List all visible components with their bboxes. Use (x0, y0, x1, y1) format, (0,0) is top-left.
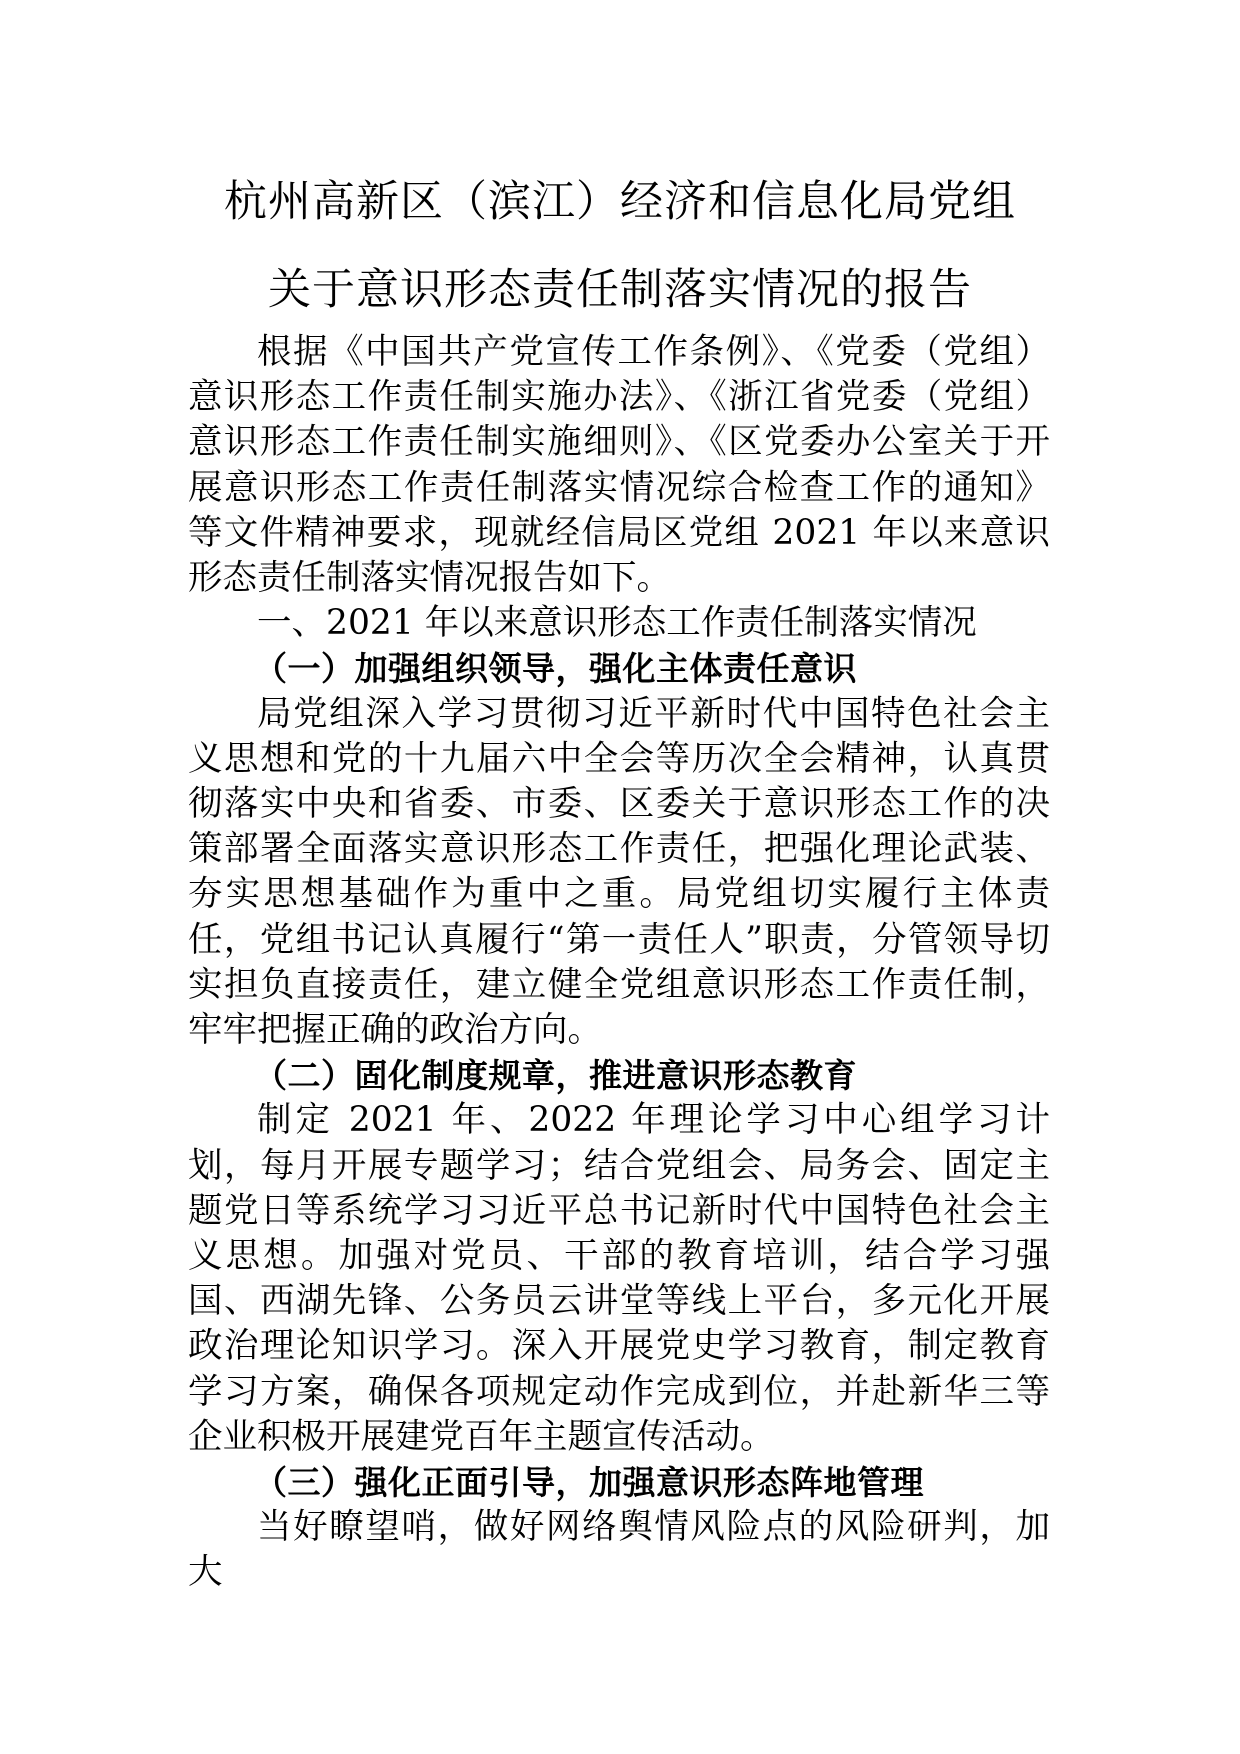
document-title-line-1: 杭州高新区（滨江）经济和信息化局党组 (224, 177, 1016, 227)
subsection-3-paragraph: 当好瞭望哨，做好网络舆情风险点的风险研判，加大 (188, 1507, 1050, 1593)
subsection-1-heading: （一）加强组织领导，强化主体责任意识 (254, 649, 857, 689)
subsection-2-paragraph: 制定 2021 年、2022 年理论学习中心组学习计划，每月开展专题学习；结合党组会、局务会、固定主题党日等系统学习习近平总书记新时代中国特色社会主义思想。加强对党员、干部的教育培训，结合学习强国、西湖先锋、公务员云讲堂等线上平台，多元化开展政治理论知识学习。深入开展党史学习教育，制定教育学习方案，确保各项规定动作完成到位，并赴新华三等企业积极开展建党百年主题宣传活动。 (188, 1100, 1050, 1457)
document-body (188, 330, 1050, 1596)
intro-paragraph: 根据《中国共产党宣传工作条例》、《党委（党组）意识形态工作责任制实施办法》、《浙江省党委（党组）意识形态工作责任制实施细则》、《区党委办公室关于开展意识形态工作责任制落实情况综合检查工作的通知》等文件精神要求，现就经信局区党组 2021 年以来意识形态责任制落实情况报告如下。 (188, 332, 1050, 599)
subsection-1-paragraph: 局党组深入学习贯彻习近平新时代中国特色社会主义思想和党的十九届六中全会等历次全会精神，认真贯彻落实中央和省委、市委、区委关于意识形态工作的决策部署全面落实意识形态工作责任，把强化理论武装、夯实思想基础作为重中之重。局党组切实履行主体责任，党组书记认真履行“第一责任人”职责，分管领导切实担负直接责任，建立健全党组意识形态工作责任制，牢牢把握正确的政治方向。 (188, 693, 1050, 1051)
subsection-2-heading: （二）固化制度规章，推进意识形态教育 (254, 1056, 857, 1096)
document-title-line-2: 关于意识形态责任制落实情况的报告 (268, 265, 972, 315)
section-1-heading: 一、2021 年以来意识形态工作责任制落实情况 (257, 603, 977, 644)
subsection-3-heading: （三）强化正面引导，加强意识形态阵地管理 (254, 1463, 924, 1503)
